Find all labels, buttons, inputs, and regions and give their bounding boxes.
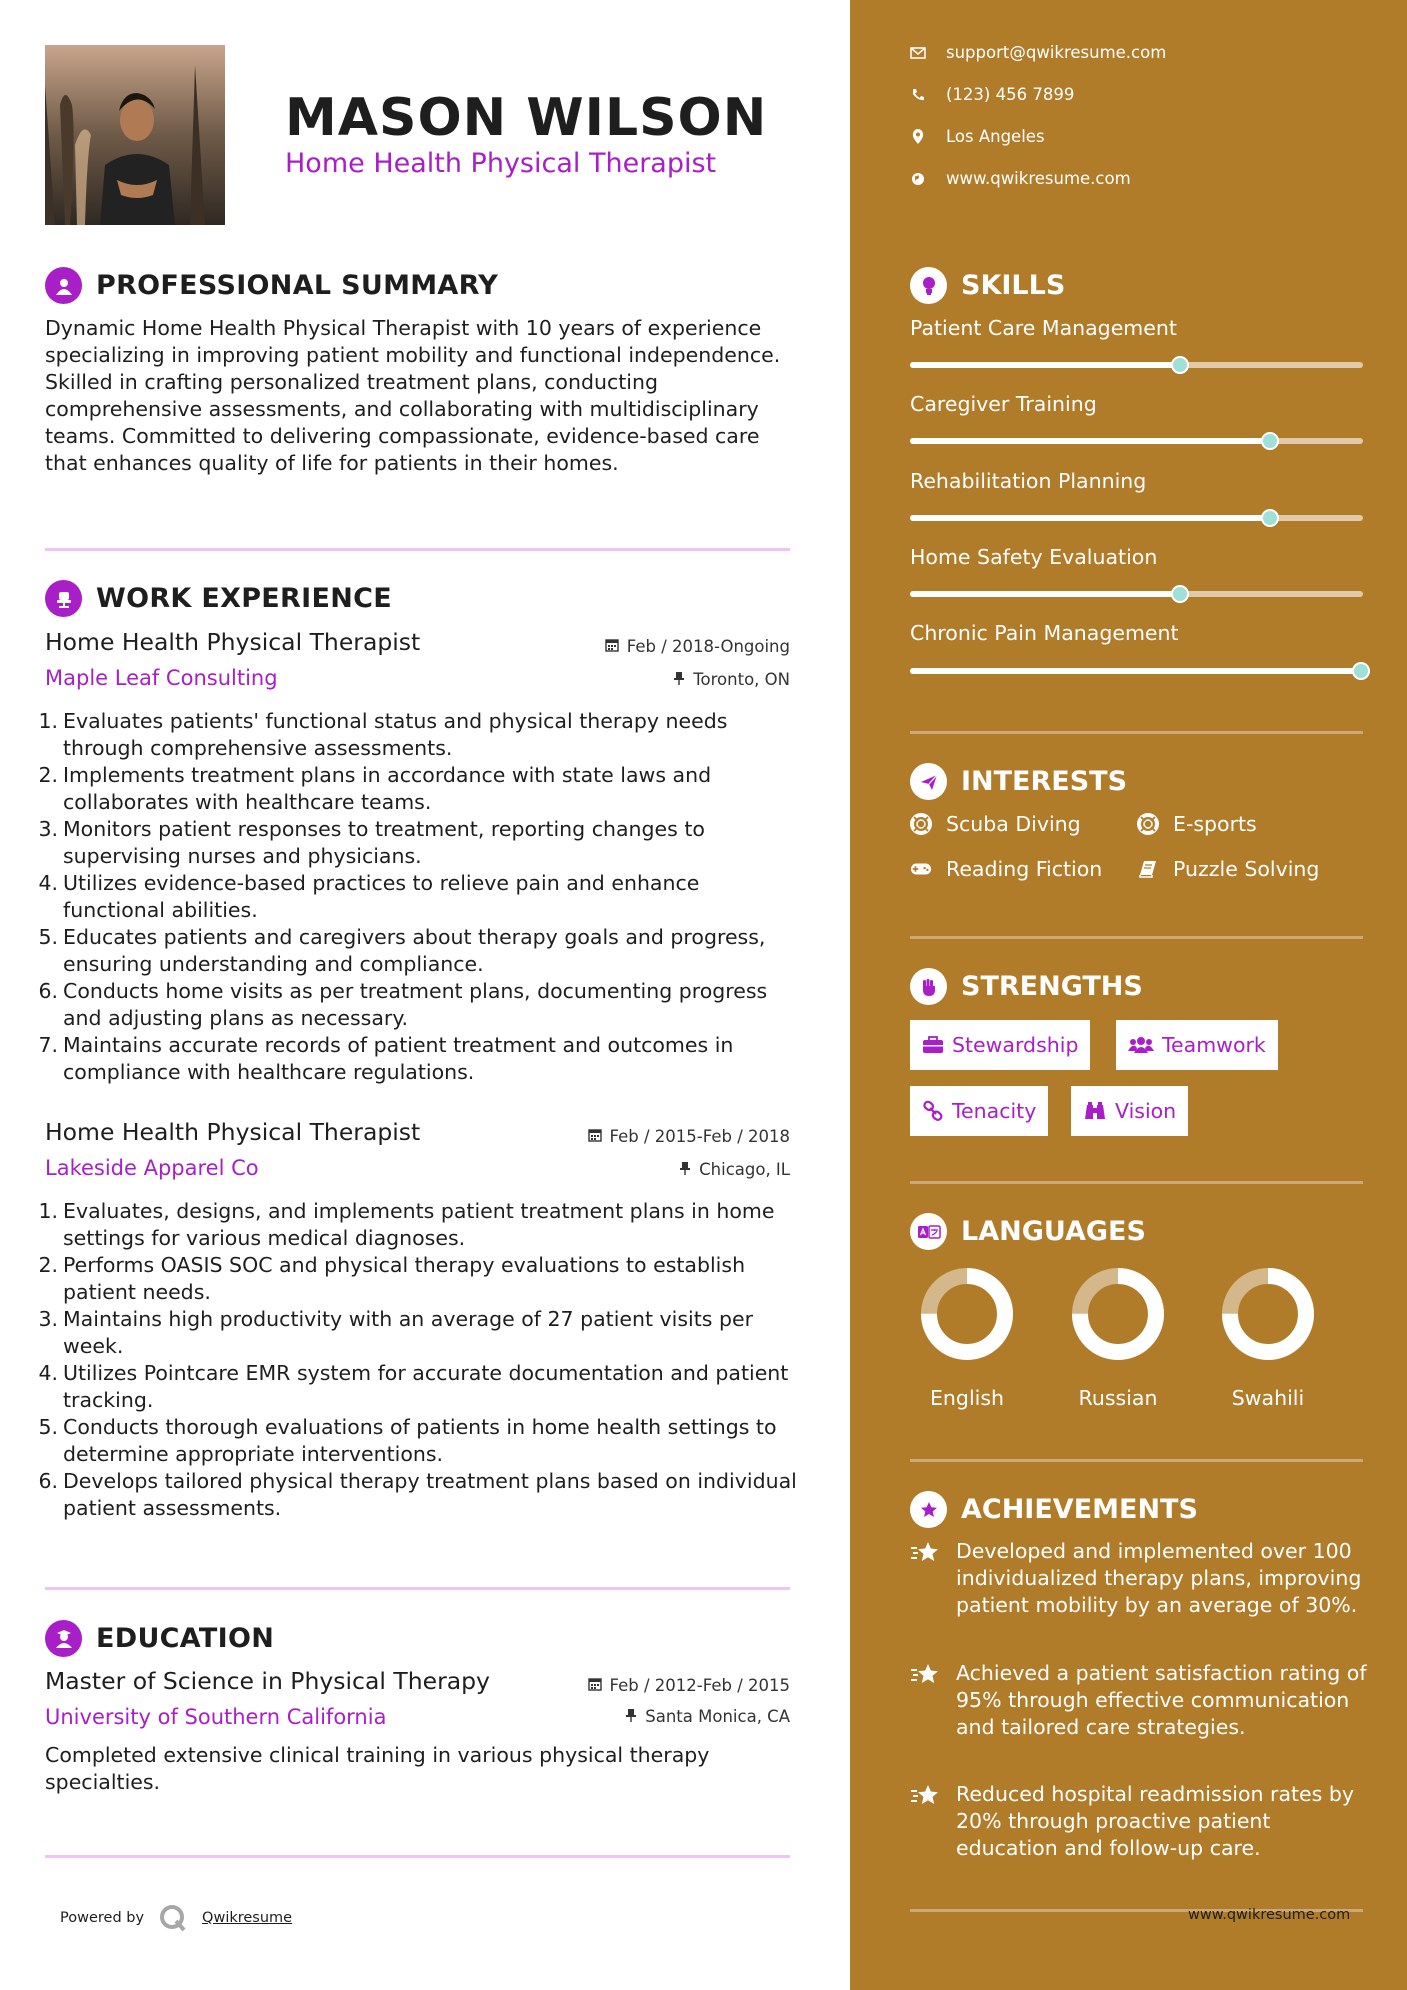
calendar-icon: [588, 1127, 602, 1146]
achievements-heading: ACHIEVEMENTS: [910, 1491, 1198, 1528]
job-duties-list: [38, 708, 798, 1086]
education-date: Feb / 2012-Feb / 2015: [588, 1676, 790, 1695]
chair-icon: [45, 580, 82, 617]
skill-bar: [910, 668, 1363, 674]
skill-bar: [910, 438, 1363, 444]
achievement-item: Developed and implemented over 100 individualized therapy plans, improving patient mobility by an average of 30%.: [910, 1538, 1370, 1619]
skill-name: Rehabilitation Planning: [910, 469, 1147, 493]
achievement-item: Achieved a patient satisfaction rating of 95% through effective communication and tailored care strategies.: [910, 1660, 1370, 1741]
list-item: 6. Develops tailored physical therapy treatment plans based on individual patient assessments.: [38, 1469, 797, 1520]
divider: [910, 1181, 1363, 1184]
map-pin-icon: [910, 129, 926, 145]
list-item: 4. Utilizes Pointcare EMR system for accurate documentation and patient tracking.: [38, 1361, 789, 1412]
achievement-item: Reduced hospital readmission rates by 20% through proactive patient education and follow-up care.: [910, 1781, 1370, 1862]
strength-badge: Tenacity: [910, 1086, 1048, 1136]
skill-knob: [1171, 585, 1189, 603]
interest-item: Reading Fiction: [910, 857, 1102, 881]
skill-name: Caregiver Training: [910, 392, 1097, 416]
divider: [910, 936, 1363, 939]
contact-website[interactable]: www.qwikresume.com: [910, 169, 1131, 188]
interest-item: Scuba Diving: [910, 812, 1081, 836]
users-icon: [1128, 1036, 1154, 1054]
star-icon: [910, 1660, 944, 1741]
job-company: Maple Leaf Consulting: [45, 666, 278, 690]
job-date: Feb / 2015-Feb / 2018: [588, 1127, 790, 1146]
language-ring: [917, 1264, 1017, 1364]
contact-phone[interactable]: (123) 456 7899: [910, 85, 1074, 104]
job-date: Feb / 2018-Ongoing: [605, 637, 790, 656]
skill-bar: [910, 362, 1363, 368]
language-item: [917, 1264, 1017, 1410]
skill-bar: [910, 515, 1363, 521]
strength-badge: Teamwork: [1116, 1020, 1278, 1070]
school-name: University of Southern California: [45, 1705, 387, 1729]
footer-url[interactable]: www.qwikresume.com: [1188, 1907, 1351, 1923]
binoculars-icon: [1083, 1101, 1107, 1121]
skill-name: Home Safety Evaluation: [910, 545, 1158, 569]
phone-icon: [910, 87, 926, 103]
degree-title: Master of Science in Physical Therapy: [45, 1667, 490, 1695]
strength-badge: Vision: [1071, 1086, 1188, 1136]
school-location: Santa Monica, CA: [625, 1707, 790, 1726]
skill-bar: [910, 591, 1363, 597]
translate-icon: [910, 1213, 947, 1250]
education-heading: EDUCATION: [45, 1620, 274, 1657]
profile-photo: [45, 45, 225, 225]
qwikresume-logo-icon: [158, 1903, 188, 1933]
summary-heading: PROFESSIONAL SUMMARY: [45, 267, 498, 304]
strength-badge: Stewardship: [910, 1020, 1090, 1070]
list-item: 4. Utilizes evidence-based practices to relieve pain and enhance functional abilities.: [38, 871, 700, 922]
divider: [910, 731, 1363, 734]
job-title: Home Health Physical Therapist: [45, 628, 421, 656]
education-text: Completed extensive clinical training in various physical therapy specialties.: [45, 1743, 710, 1794]
summary-text: Dynamic Home Health Physical Therapist with 10 years of experience specializing in improving patient mobility and functional independence. Skilled in crafting personalized treatment plans, conducting comprehensive assessments, and collaborating with multidisciplinary teams. Committed to delivering compassionate, evidence-based care that enhances quality of life for patients in their homes.: [45, 316, 781, 475]
calendar-icon: [588, 1676, 602, 1695]
list-item: 1. Evaluates patients' functional status and physical therapy needs through comprehensive assessments.: [38, 709, 728, 760]
strengths-heading: STRENGTHS: [910, 968, 1143, 1005]
skill-name: Patient Care Management: [910, 316, 1177, 340]
briefcase-icon: [922, 1036, 944, 1054]
skills-heading: SKILLS: [910, 267, 1065, 304]
candidate-name: MASON WILSON: [285, 88, 768, 148]
list-item: 5. Conducts thorough evaluations of patients in home health settings to determine appropriate interventions.: [38, 1415, 777, 1466]
language-item: [1218, 1264, 1318, 1410]
job-location: Chicago, IL: [679, 1160, 790, 1179]
lifebuoy-icon: [1137, 813, 1159, 835]
language-name: Russian: [1078, 1386, 1158, 1410]
skill-knob: [1171, 356, 1189, 374]
skill-name: Chronic Pain Management: [910, 621, 1179, 645]
language-name: English: [929, 1386, 1005, 1410]
star-icon: [910, 1781, 944, 1862]
graduation-cap-icon: [45, 1620, 82, 1657]
job-location: Toronto, ON: [673, 670, 790, 689]
skill-fill: [910, 668, 1363, 674]
divider: [910, 1459, 1363, 1462]
list-item: 3. Maintains high productivity with an average of 27 patient visits per week.: [38, 1307, 754, 1358]
interest-item: Puzzle Solving: [1137, 857, 1319, 881]
language-ring: [1218, 1264, 1318, 1364]
divider: [45, 1855, 790, 1858]
link-icon: [922, 1100, 944, 1122]
skill-fill: [910, 591, 1182, 597]
language-item: [1068, 1264, 1168, 1410]
list-item: 7. Maintains accurate records of patient treatment and outcomes in compliance with healthcare regulations.: [38, 1033, 734, 1084]
pin-icon: [673, 670, 685, 689]
job-title: Home Health Physical Therapist: [45, 1118, 421, 1146]
list-item: 6. Conducts home visits as per treatment plans, documenting progress and adjusting plans as necessary.: [38, 979, 768, 1030]
interests-heading: INTERESTS: [910, 763, 1127, 800]
skill-knob: [1352, 662, 1370, 680]
user-icon: [45, 267, 82, 304]
job-company: Lakeside Apparel Co: [45, 1156, 259, 1180]
list-item: 2. Implements treatment plans in accordance with state laws and collaborates with healthcare teams.: [38, 763, 712, 814]
book-icon: [1137, 858, 1159, 880]
powered-by: Powered by Qwikresume: [60, 1903, 292, 1933]
pin-icon: [625, 1707, 637, 1726]
skill-fill: [910, 438, 1272, 444]
qwikresume-link[interactable]: Qwikresume: [202, 1910, 293, 1926]
job-duties-list: [38, 1198, 798, 1522]
star-icon: [910, 1538, 944, 1619]
gamepad-icon: [910, 858, 932, 880]
pin-icon: [679, 1160, 691, 1179]
skill-fill: [910, 362, 1182, 368]
skill-fill: [910, 515, 1272, 521]
divider: [45, 548, 790, 551]
candidate-title: Home Health Physical Therapist: [285, 148, 717, 179]
lightbulb-icon: [910, 267, 947, 304]
interest-item: E-sports: [1137, 812, 1257, 836]
star-badge-icon: [910, 1491, 947, 1528]
contact-email[interactable]: support@qwikresume.com: [910, 43, 1166, 62]
experience-heading: WORK EXPERIENCE: [45, 580, 392, 617]
paper-plane-icon: [910, 763, 947, 800]
envelope-icon: [910, 45, 926, 61]
calendar-icon: [605, 637, 619, 656]
lifebuoy-icon: [910, 813, 932, 835]
language-ring: [1068, 1264, 1168, 1364]
contact-location: Los Angeles: [910, 127, 1045, 146]
list-item: 3. Monitors patient responses to treatment, reporting changes to supervising nurses and physicians.: [38, 817, 705, 868]
languages-heading: LANGUAGES: [910, 1213, 1146, 1250]
fist-icon: [910, 968, 947, 1005]
language-name: Swahili: [1231, 1386, 1305, 1410]
list-item: 1. Evaluates, designs, and implements patient treatment plans in home settings for various medical diagnoses.: [38, 1199, 775, 1250]
list-item: 2. Performs OASIS SOC and physical therapy evaluations to establish patient needs.: [38, 1253, 746, 1304]
list-item: 5. Educates patients and caregivers about therapy goals and progress, ensuring understanding and compliance.: [38, 925, 766, 976]
globe-icon: [910, 171, 926, 187]
divider: [45, 1587, 790, 1590]
